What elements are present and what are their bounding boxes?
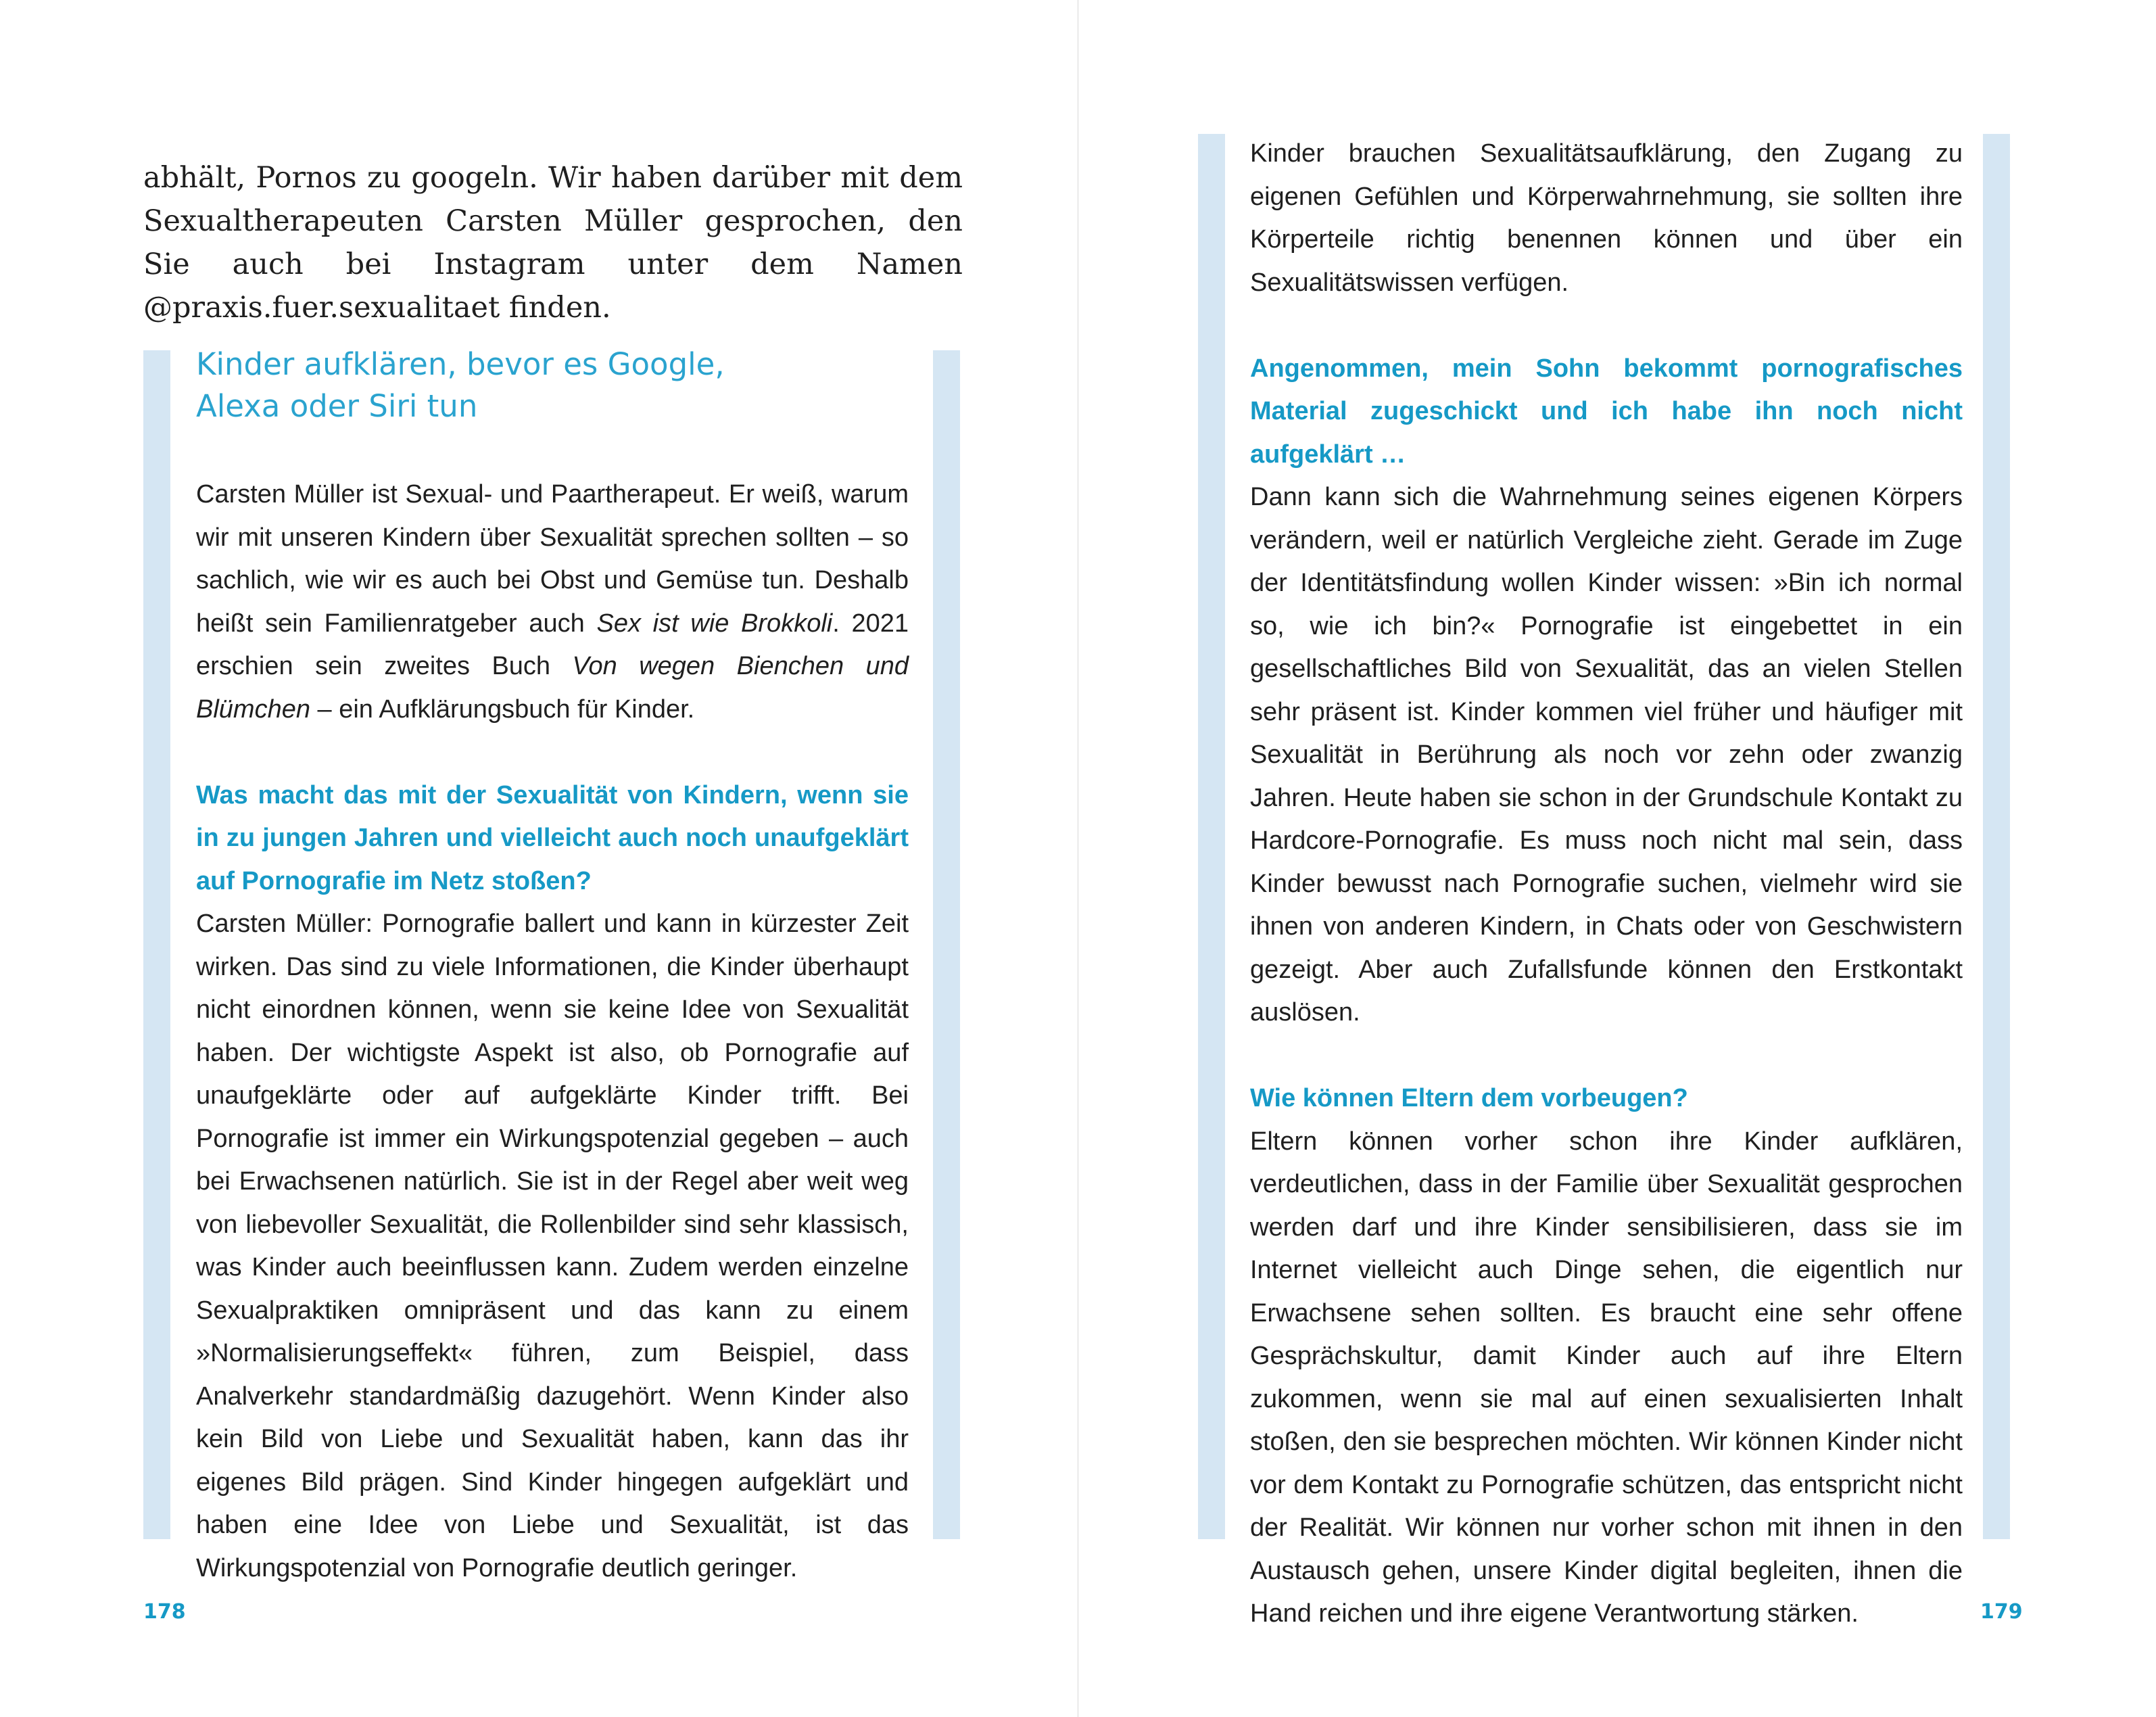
bio-book-1: Sex ist wie Brokkoli — [596, 609, 833, 638]
box-left-bar — [1198, 134, 1225, 1539]
box-title — [196, 344, 872, 427]
bio-text-1: Carsten Müller ist Sexual- und Paartherapeut. Er weiß, warum wir mit unseren Kindern über Sexualität sprechen sollten – so sachlich, wie wir es auch bei Obst und Gemüse tun. Deshalb heißt sein Familienratgeber auch — [196, 480, 909, 638]
box-left-bar — [143, 350, 170, 1539]
page-number-left: 178 — [143, 1600, 186, 1624]
bio-text-2: . 2021 erschien sein zweites Buch — [196, 609, 909, 680]
question-3: Wie können Eltern dem vorbeugen? — [1250, 1084, 1688, 1112]
question-2: Angenommen, mein Sohn bekommt pornografisches Material zugeschickt und ich habe ihn noch nicht aufgeklärt … — [1250, 354, 1963, 469]
answer-3: Eltern können vorher schon ihre Kinder aufklären, verdeutlichen, dass in der Familie über Sexualität gesprochen werden darf und ihre Kinder sensibilisieren, dass sie im Internet vielleicht auch Dinge sehen, die eigentlich nur Erwachsene sehen sollten. Es braucht eine sehr offene Gesprächskultur, damit Kinder auch auf ihre Eltern zukommen, wenn sie mal auf einen sexualisierten Inhalt stoßen, den sie besprechen möchten. Wir können Kinder nicht vor dem Kontakt zu Pornografie schützen, das entspricht nicht der Realität. Wir können nur vorher schon mit ihnen in den Austausch gehen, unsere Kinder digital begleiten, ihnen die Hand reichen und ihre eigene Verantwortung stärken. — [1250, 1127, 1963, 1628]
box-title-line1: Kinder aufklären, bevor es Google, — [196, 346, 725, 382]
page-number-right: 179 — [1980, 1600, 2023, 1624]
box-right-bar — [933, 350, 960, 1539]
bio-book-2: Von wegen Bienchen und Blümchen — [196, 652, 909, 724]
intro-paragraph: abhält, Pornos zu googeln. Wir haben darüber mit dem Sexualtherapeuten Carsten Müller gesprochen, den Sie auch bei Instagram unter dem Namen @praxis.fuer.sexualitaet finden. — [143, 161, 963, 325]
answer-2: Dann kann sich die Wahrnehmung seines eigenen Körpers verändern, weil er natürlich Vergleiche zieht. Gerade im Zuge der Identitätsfindung wollen Kinder wissen: »Bin ich normal so, wie ich bin?« Pornografie ist eingebettet in ein gesellschaftliches Bild von Sexualität, das an vielen Stellen sehr präsent ist. Kinder kommen viel früher und häufiger mit Sexualität in Berührung als noch vor zehn oder zwanzig Jahren. Heute haben sie schon in der Grundschule Kontakt zu Hardcore-Pornografie. Es muss noch nicht mal sein, dass Kinder bewusst nach Pornografie suchen, vielmehr wird sie ihnen von anderen Kindern, in Chats oder von Geschwistern gezeigt. Aber auch Zufallsfunde können den Erstkontakt auslösen. — [1250, 483, 1963, 1027]
paragraph-1: Kinder brauchen Sexualitätsaufklärung, den Zugang zu eigenen Gefühlen und Körperwahrnehmung, sie sollten ihre Körperteile richtig benennen können und über ein Sexualitätswissen verfügen. — [1250, 139, 1963, 297]
box-right-bar — [1983, 134, 2010, 1539]
author-bio — [196, 473, 909, 731]
box-title-line2: Alexa oder Siri tun — [196, 388, 478, 424]
right-column — [1250, 133, 1963, 1636]
question-1: Was macht das mit der Sexualität von Kindern, wenn sie in zu jungen Jahren und vielleicht auch noch unaufgeklärt auf Pornografie im Netz stoßen? — [196, 780, 909, 895]
left-column — [196, 473, 909, 1590]
answer-1: Carsten Müller: Pornografie ballert und kann in kürzester Zeit wirken. Das sind zu viele Informationen, die Kinder überhaupt nicht einordnen können, wenn sie keine Idee von Sexualität haben. Der wichtigste Aspekt ist also, ob Pornografie auf unaufgeklärte oder auf aufgeklärte Kinder trifft. Bei Pornografie ist immer ein Wirkungspotenzial gegeben – auch bei Erwachsenen natürlich. Sie ist in der Regel aber weit weg von liebevoller Sexualität, die Rollenbilder sind sehr klassisch, was Kinder auch beeinflussen kann. Zudem werden einzelne Sexualpraktiken omnipräsent und das kann zu einem »Normalisierungseffekt« führen, zum Beispiel, dass Analverkehr standardmäßig dazugehört. Wenn Kinder also kein Bild von Liebe und Sexualität haben, kann das ihr eigenes Bild prägen. Sind Kinder hingegen aufgeklärt und haben eine Idee von Liebe und Sexualität, ist das Wirkungspotenzial von Pornografie deutlich geringer. — [196, 910, 909, 1582]
bio-text-3: – ein Aufklärungsbuch für Kinder. — [310, 695, 695, 724]
right-page — [1078, 0, 2156, 1717]
